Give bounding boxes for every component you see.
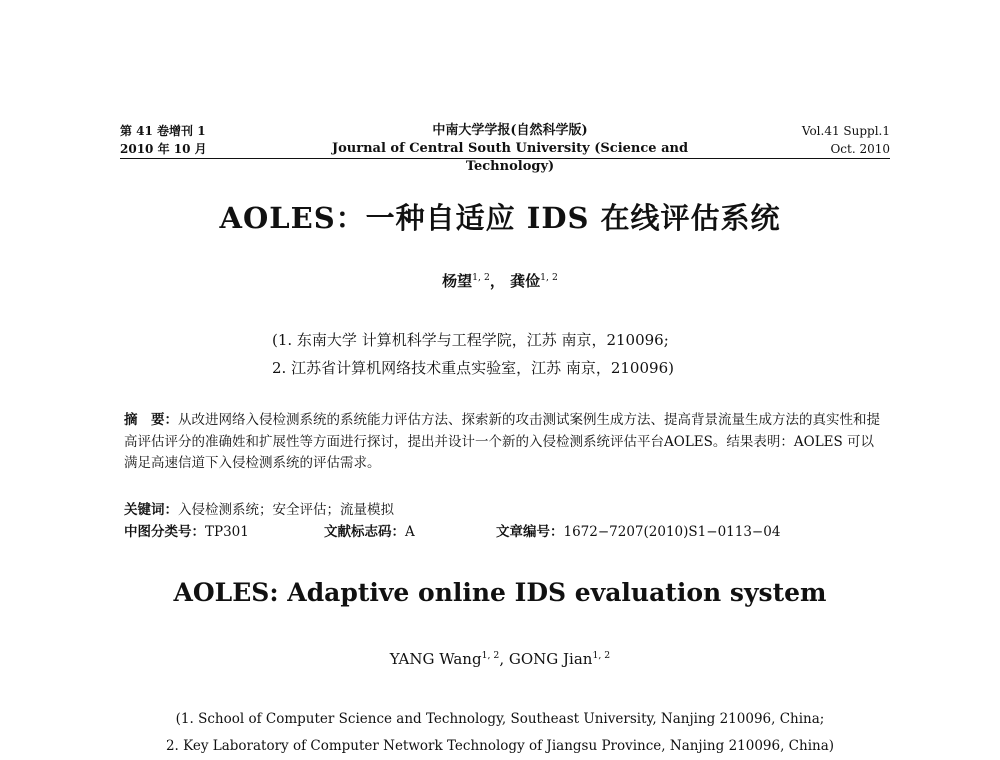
keywords-text: 入侵检测系统；安全评估；流量模拟 — [178, 502, 394, 518]
author-en-1: YANG Wang — [389, 650, 482, 668]
header-date-cn: 2010 年 10 月 — [120, 142, 207, 156]
abstract-text: 从改进网络入侵检测系统的系统能力评估方法、探索新的攻击测试案例生成方法、提高背景流量生成方法的真实性和提高评估评分的准确姓和扩展性等方面进行探讨，提出并设计一个新的入侵检测系统评估平台AOLES。结果表明：AOLES 可以满足高速信道下入侵检测系统的评估需求。 — [124, 412, 880, 471]
abstract-label: 摘 要： — [124, 412, 178, 428]
clc-number — [124, 520, 249, 540]
author-en-1-sup: 1, 2 — [481, 650, 500, 661]
author-cn-2-sup: 1, 2 — [540, 272, 558, 283]
affiliations-cn — [272, 326, 674, 382]
keywords-cn — [124, 498, 394, 518]
author-en-2: GONG Jian — [508, 650, 593, 668]
clc-value: TP301 — [205, 524, 249, 540]
affiliations-en — [0, 706, 1000, 760]
affiliation-en-1: (1. School of Computer Science and Technology, Southeast University, Nanjing 210096, China; — [175, 711, 825, 727]
header-journal-name — [300, 122, 720, 176]
abstract-cn — [124, 410, 884, 475]
doc-code-label: 文献标志码： — [324, 524, 405, 540]
author-cn-1-sup: 1, 2 — [472, 272, 490, 283]
header-volume-info — [120, 122, 207, 158]
article-number-value: 1672−7207(2010)S1−0113−04 — [563, 524, 781, 540]
journal-name-cn: 中南大学学报(自然科学版) — [432, 123, 588, 138]
affiliation-cn-1: (1. 东南大学 计算机科学与工程学院，江苏 南京，210096; — [272, 331, 669, 349]
author-cn-separator: ， — [489, 272, 505, 290]
article-number-label: 文章编号： — [496, 524, 564, 540]
journal-name-en: Journal of Central South University (Science and Technology) — [331, 141, 689, 174]
header-volume: 第 41 卷增刊 1 — [120, 124, 206, 138]
header-issue-info — [802, 122, 890, 158]
keywords-label: 关键词： — [124, 502, 178, 518]
author-en-separator: , — [499, 650, 509, 668]
header-rule — [120, 158, 890, 159]
doc-code-value: A — [405, 524, 415, 540]
affiliation-cn-2: 2. 江苏省计算机网络技术重点实验室，江苏 南京，210096) — [272, 359, 674, 377]
author-cn-2: 龚俭 — [510, 272, 541, 290]
authors-en — [0, 650, 1000, 668]
article-number — [496, 520, 780, 540]
title-en: AOLES: Adaptive online IDS evaluation system — [173, 578, 827, 607]
title-cn: AOLES：一种自适应 IDS 在线评估系统 — [219, 201, 781, 235]
header-date-en: Oct. 2010 — [830, 142, 890, 156]
clc-label: 中图分类号： — [124, 524, 205, 540]
author-cn-1: 杨望 — [442, 272, 473, 290]
author-en-2-sup: 1, 2 — [592, 650, 611, 661]
header-vol-en: Vol.41 Suppl.1 — [801, 124, 890, 138]
authors-cn — [0, 270, 1000, 291]
affiliation-en-2: 2. Key Laboratory of Computer Network Technology of Jiangsu Province, Nanjing 210096, China) — [165, 738, 835, 754]
doc-code — [324, 520, 415, 540]
